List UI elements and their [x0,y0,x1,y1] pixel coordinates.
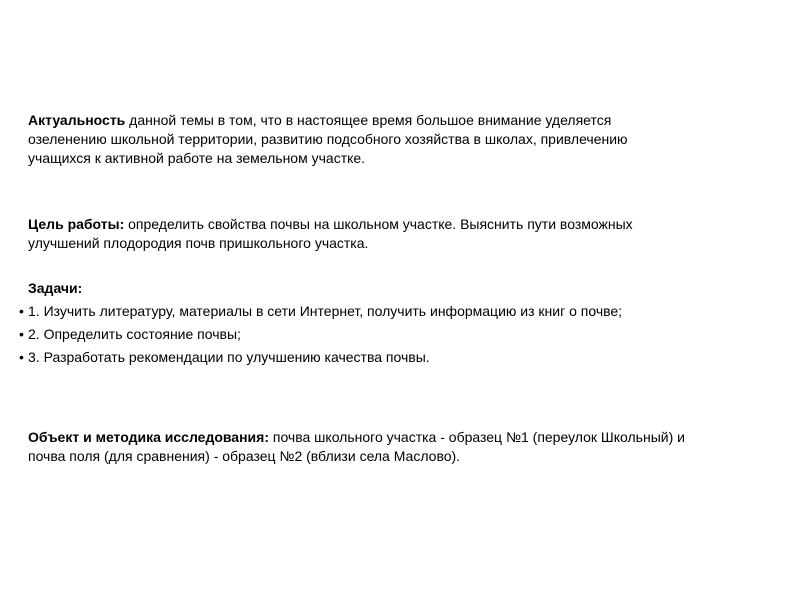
relevance-text-1: данной темы в том, что в настоящее время большое внимание уделяется [125,112,612,128]
relevance-line-1 [28,111,768,130]
goal-label: Цель работы: [28,216,125,232]
object-line-2: почва поля (для сравнения) - образец №2 (вблизи села Маслово). [28,448,461,464]
goal-text-1: определить свойства почвы на школьном участке. Выяснить пути возможных [124,216,633,232]
goal-paragraph [28,215,768,253]
goal-line-1 [28,215,768,234]
task-item-3: • 3. Разработать рекомендации по улучшению качества почвы. [19,348,768,367]
object-line-1 [28,428,768,447]
object-text-1: почва школьного участка - образец №1 (переулок Школьный) и [268,429,685,445]
relevance-paragraph [28,111,768,168]
goal-line-2: улучшений плодородия почв пришкольного участка. [28,235,369,251]
tasks-title: Задачи: [28,280,83,296]
relevance-line-3: учащихся к активной работе на земельном участке. [28,150,366,166]
task-item-1: • 1. Изучить литературу, материалы в сети Интернет, получить информацию из книг о почве; [19,302,768,321]
tasks-list [19,302,768,367]
task-item-2: • 2. Определить состояние почвы; [19,325,768,344]
object-paragraph [28,428,768,466]
relevance-line-2: озеленению школьной территории, развитию подсобного хозяйства в школах, привлечению [28,131,628,147]
relevance-label: Актуальность [28,112,126,128]
object-label: Объект и методика исследования: [28,429,269,445]
tasks-section [28,279,768,367]
